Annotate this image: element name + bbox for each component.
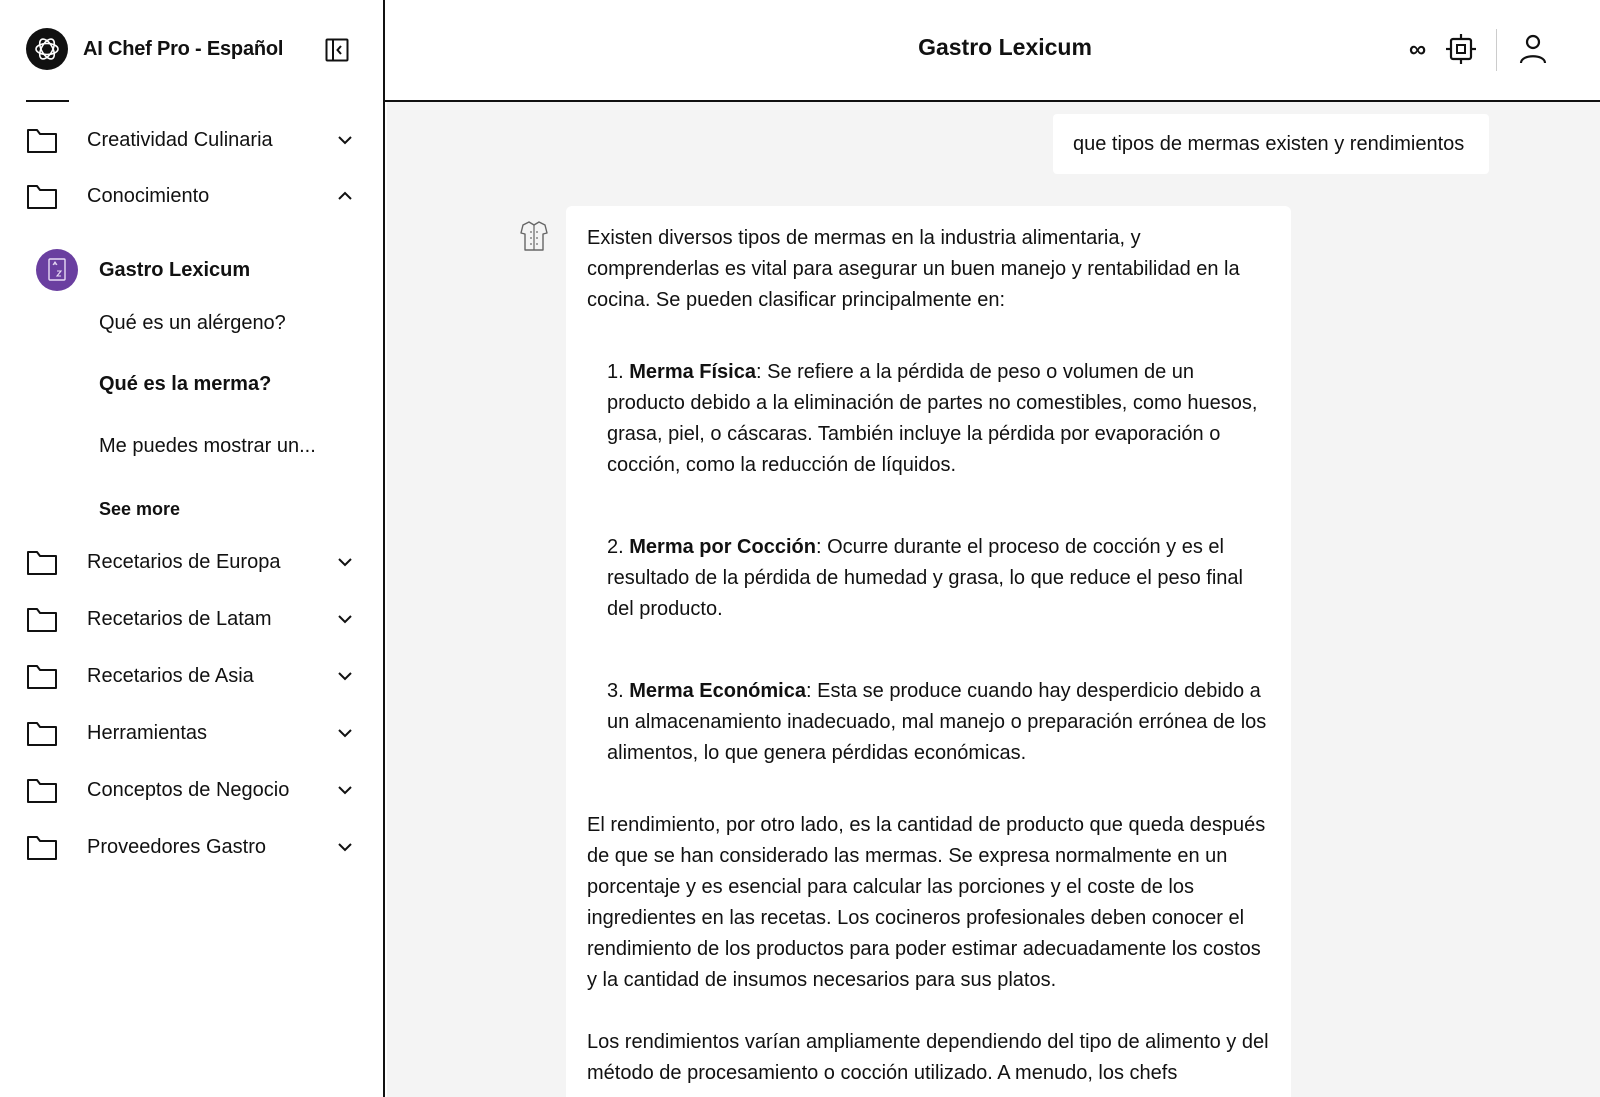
- chat-area[interactable]: [387, 102, 1600, 1097]
- user-message: que tipos de mermas existen y rendimientos: [1053, 114, 1489, 174]
- folder-icon: [26, 182, 58, 210]
- folder-icon: [26, 833, 58, 861]
- list-number: 3.: [607, 680, 624, 702]
- chevron-up-icon: [336, 187, 354, 205]
- folder-label: Herramientas: [87, 721, 208, 744]
- folder-icon: [26, 662, 58, 690]
- folder-creatividad-culinaria[interactable]: [26, 120, 356, 160]
- folder-icon: [26, 719, 58, 747]
- sidebar-collapse-icon[interactable]: [325, 38, 349, 62]
- answer-paragraph: El rendimiento, por otro lado, es la cantidad de producto que queda después de que se han considerado las mermas. Se expresa normalmente en un porcentaje y es esencial para calcular las porciones y el coste de los ingredientes en las recetas. Los cocineros profesionales deben conocer el rendimiento de los productos para poder estimar adecuadamente los costos y la cantidad de insumos necesarios para sus platos.: [587, 814, 1266, 991]
- folder-recetarios-europa[interactable]: [26, 542, 356, 582]
- list-number: 1.: [607, 361, 624, 383]
- infinity-icon[interactable]: ∞: [1409, 36, 1427, 63]
- list-item: [607, 532, 1271, 625]
- brand-logo-icon: [26, 28, 68, 70]
- chevron-down-icon: [336, 724, 354, 742]
- brand[interactable]: [26, 28, 283, 70]
- list-term: Merma Física: [629, 361, 756, 383]
- folder-herramientas[interactable]: [26, 713, 356, 753]
- top-header: [385, 0, 1600, 102]
- chat-item-active[interactable]: Qué es la merma?: [99, 373, 272, 395]
- list-term: Merma Económica: [629, 680, 806, 702]
- book-icon: [45, 257, 69, 283]
- assistant-message: [566, 206, 1291, 1097]
- chevron-down-icon: [336, 610, 354, 628]
- folder-icon: [26, 548, 58, 576]
- answer-paragraph: Los rendimientos varían ampliamente dependiendo del tipo de alimento y del método de procesamiento o cocción utilizado. A menudo, los chefs: [587, 1031, 1269, 1084]
- chat-item[interactable]: Qué es un alérgeno?: [99, 312, 286, 334]
- folder-icon: [26, 776, 58, 804]
- folder-label: Recetarios de Asia: [87, 664, 254, 687]
- gpt-avatar: [36, 249, 78, 291]
- brand-underline: [26, 100, 69, 102]
- folder-label: Conceptos de Negocio: [87, 778, 290, 801]
- cpu-icon[interactable]: [1446, 33, 1476, 70]
- chat-item[interactable]: Me puedes mostrar un...: [99, 435, 316, 457]
- see-more-link[interactable]: See more: [99, 499, 181, 519]
- folder-icon: [26, 605, 58, 633]
- brand-title: AI Chef Pro - Español: [83, 37, 284, 60]
- list-term: Merma por Cocción: [629, 536, 816, 558]
- gpt-item-gastro-lexicum[interactable]: [36, 249, 250, 291]
- chevron-down-icon: [336, 781, 354, 799]
- folder-label: Recetarios de Latam: [87, 607, 272, 630]
- sidebar: [0, 0, 385, 1097]
- chef-jacket-icon: [520, 220, 548, 252]
- list-text: : Esta se produce cuando hay desperdicio debido a un almacenamiento inadecuado, mal manejo o preparación errónea de los alimentos, lo que genera pérdidas económicas.: [607, 680, 1267, 764]
- folder-conocimiento[interactable]: [26, 176, 356, 216]
- folder-icon: [26, 126, 58, 154]
- folder-proveedores-gastro[interactable]: [26, 827, 356, 867]
- page-title: Gastro Lexicum: [918, 34, 1092, 60]
- header-divider: [1496, 29, 1497, 71]
- chevron-down-icon: [336, 838, 354, 856]
- answer-intro: Existen diversos tipos de mermas en la industria alimentaria, y comprenderlas es vital para asegurar un buen manejo y rentabilidad en la cocina. Se pueden clasificar principalmente en:: [587, 227, 1240, 311]
- folder-label: Conocimiento: [87, 184, 210, 207]
- chevron-down-icon: [336, 667, 354, 685]
- folder-label: Proveedores Gastro: [87, 835, 266, 858]
- list-item: [607, 357, 1271, 481]
- list-number: 2.: [607, 536, 624, 558]
- chevron-down-icon: [336, 553, 354, 571]
- list-text: : Se refiere a la pérdida de peso o volumen de un producto debido a la eliminación de partes no comestibles, como huesos, grasa, piel, o cáscaras. También incluye la pérdida por evaporación o cocción, como la reducción de líquidos.: [607, 361, 1258, 476]
- gpt-label: Gastro Lexicum: [99, 258, 251, 281]
- folder-recetarios-asia[interactable]: [26, 656, 356, 696]
- folder-label: Creatividad Culinaria: [87, 128, 273, 151]
- list-text: : Ocurre durante el proceso de cocción y es el resultado de la pérdida de humedad y grasa, lo que reduce el peso final del producto.: [607, 536, 1243, 620]
- list-item: [607, 676, 1271, 769]
- folder-conceptos-negocio[interactable]: [26, 770, 356, 810]
- folder-recetarios-latam[interactable]: [26, 599, 356, 639]
- folder-label: Recetarios de Europa: [87, 550, 281, 573]
- user-profile-icon[interactable]: [1519, 34, 1547, 69]
- chevron-down-icon: [336, 131, 354, 149]
